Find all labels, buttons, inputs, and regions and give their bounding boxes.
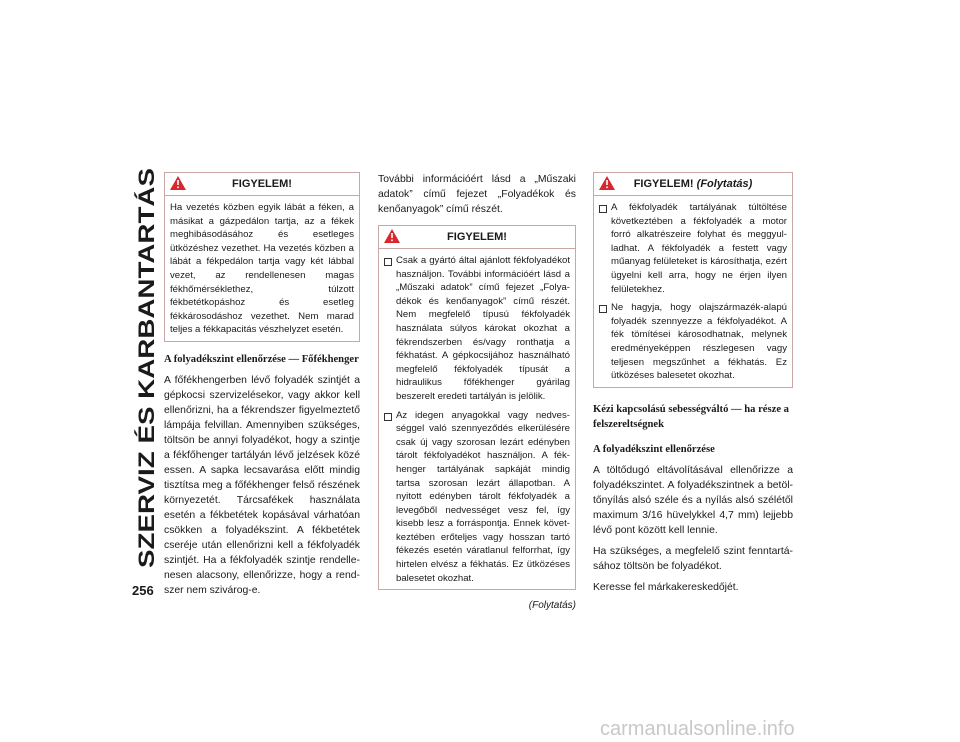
paragraph-fluid-fill: Ha szükséges, a megfelelő szint fenntartásához töltsön be folyadékot. [593,545,793,572]
paragraph-master-cylinder: A főfékhengerben lévő folyadék szintjét a gépkocsi szervizelésekor, vagy akkor kell ellenőrizni, ha a fékrendszer figyelmeztető lámpája felvillan. Amennyiben szükséges, töltsön be annyi folyadékot, hogy a szintje a fékfőhenger tartályán lévő jelzések közé essen. A sapka lecsavarása előtt mindig tisztítsa meg a főfékhenger felső részének környezetét. Tárcsafékek használata esetén a fékbetétek kopásával várhatóan csökken a folyadékszint. A fékbetétek cseréje után ellenőrizni kell a fékfolyadék szintjét. Ha a fékfolyadék szintje rendellenesen alacsony, ellenőrizze, hogy a rendszer nem szivárog-e. [164,374,360,596]
warning-text: Ha vezetés közben egyik lábát a féken, a másikat a gázpedálon tartja, az a fékek meghibásodásához és esetleges ütközéshez vezethet. Ha vezetés közben a lábát a fékpedálon tartja vagy két lábbal vezet, az rendellenesen magas fékhőmérséklethez, túlzott fékbetétkopáshoz és esetleg fékkárosodáshoz vezethet. Nem marad teljes a fékkapacitás vészhelyzet esetén. [170,202,354,336]
warning-box-1 [164,172,360,342]
warning-item-text: Ne hagyja, hogy olajszármazék-alapú folyadék szennyezze a fékfolyadékot. A fék tömítései károsodhatnak, melynek eredményeképpen részlegesen vagy teljesen megszűnhet a fékhatás. Ez ütközéses balesetet okozhat. [611,302,787,382]
warning-box-3 [593,172,793,388]
warning-list-item [599,201,787,296]
paragraph-fluid-check: A töltődugó eltávolításával ellenőrizze a folyadékszintet. A folyadékszintnek a betöltőnyílás alsó széle és a nyílás alsó szélétől maximum 3/16 hüvelykkel 4,7 mm) lejjebb lévő pont között kell lennie. [593,464,793,536]
warning-body [594,196,792,387]
warning-item-text: A fékfolyadék tartályának túltöltése következtében a fékfolyadék a motor forró alkatrészeire folyhat és meggyulladhat. A fékfolyadék a festett vagy műanyag felületeket is károsíthatja, ezért ügyelni kell arra, hogy ne érjen ilyen felületekhez. [611,202,787,295]
section-side-title [131,160,161,570]
warning-item-text: Az idegen anyagokkal vagy nedvességgel való szennyeződés elkerülésére csak új vagy szorosan lezárt edényben tárolt fékfolyadékot használjon. A fékhenger tartályának sapkáját mindig tartsa szorosan lezárt állapotban. A nyitott edényben tárolt fékfolyadék a levegőből nedvességet vesz fel, így kisebb lesz a forráspontja. Ennek következtében erőteljes vagy hosszan tartó fékezés esetén váratlanul felforrhat, így hirtelen elvész a fékhatás. Ez ütközéses balesetet okozhat. [396,409,570,584]
column-1 [164,172,360,604]
warning-title: FIGYELEM! [232,178,292,190]
warning-box-2 [378,225,576,590]
warning-triangle-icon [384,229,400,243]
warning-header [594,173,792,196]
intro-paragraph: További információért lásd a „Műszaki adatok” című fejezet „Folyadékok és kenőanyagok” című részét. [378,174,576,215]
column-2 [378,172,576,613]
continued-label: (Folytatás) [528,600,576,612]
warning-triangle-icon [599,176,615,190]
warning-triangle-icon [170,176,186,190]
warning-list-item [384,409,570,586]
warning-list-item [599,301,787,383]
watermark: carmanualsonline.info [600,718,795,740]
warning-title: FIGYELEM! [447,231,507,243]
section-side-title-text: SZERVIZ ÉS KARBANTARTÁS [134,251,159,568]
checkbox-bullet-icon [599,305,607,313]
warning-body [379,249,575,589]
section-title-manual-transmission: Kézi kapcsolású sebességváltó — ha része a felszereltségnek [593,403,789,430]
warning-title: FIGYELEM! [633,178,694,190]
warning-header [165,173,359,196]
warning-header [379,226,575,249]
page-number: 256 [132,583,154,598]
checkbox-bullet-icon [384,413,392,421]
warning-list-item [384,254,570,404]
checkbox-bullet-icon [599,205,607,213]
warning-continued: (Folytatás) [696,178,753,190]
paragraph-dealer: Keresse fel márkakereskedőjét. [593,581,739,593]
section-title-master-cylinder: A folyadékszint ellenőrzése — Főfékhenger [164,353,359,365]
checkbox-bullet-icon [384,258,392,266]
warning-item-text: Csak a gyártó által ajánlott fékfolyadékot használjon. További információért lásd a „Műszaki adatok” című fejezet „Folyadékok és kenőanyagok” című részét. Nem megfelelő típusú fékfolyadék használata súlyos károkat okozhat a fékrendszerben és/vagy ronthatja a fékhatást. A gépkocsijához használható megfelelő fékfolyadék típusát a hidraulikus főfékhenger gyárilag beszerelt eredeti tartályán is jelölik. [396,255,570,402]
section-title-fluid-level: A folyadékszint ellenőrzése [593,443,715,455]
column-3 [593,172,793,601]
